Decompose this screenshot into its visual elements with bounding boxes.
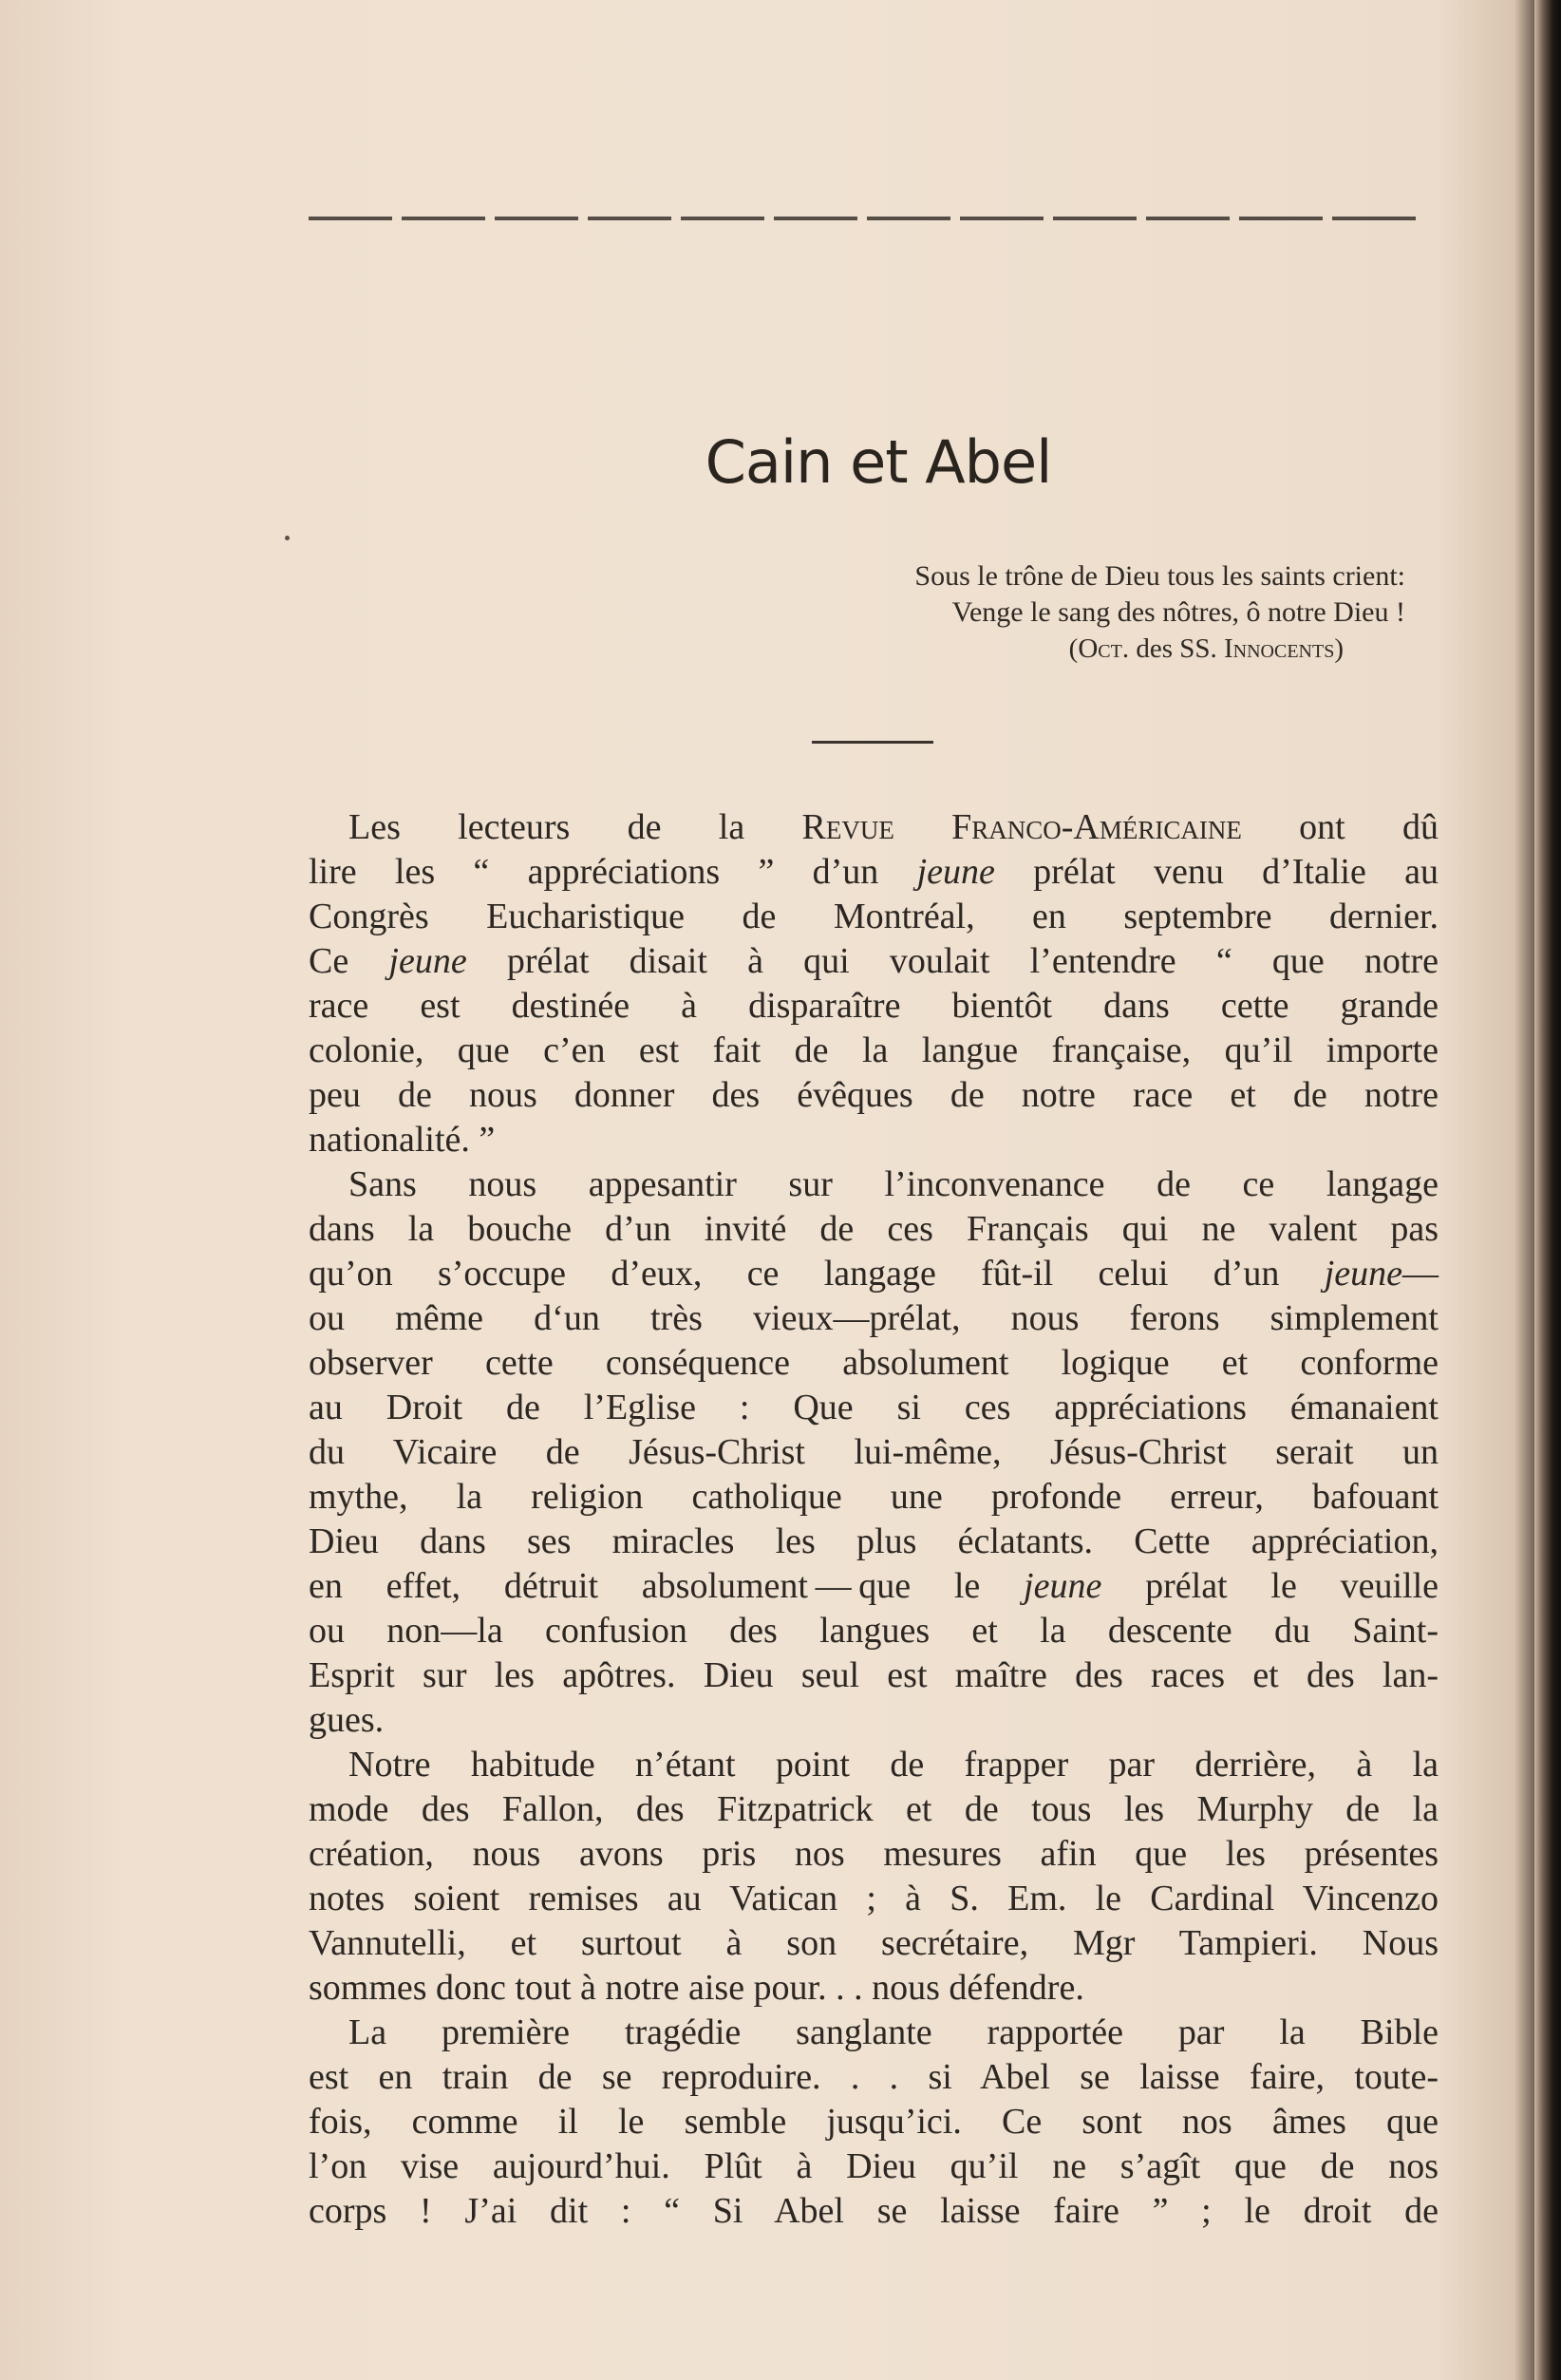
text-line xyxy=(309,1877,1439,1921)
text-line xyxy=(309,1653,1439,1698)
text-run: colonie, que c’en est fait de la langue française, qu’il importe xyxy=(309,1030,1439,1070)
small-caps-text: Revue Franco-Américaine xyxy=(801,807,1242,847)
text-run: mythe, la religion catholique une profonde erreur, bafouant xyxy=(309,1477,1439,1517)
text-run: peu de nous donner des évêques de notre race et de notre xyxy=(309,1075,1439,1115)
section-divider xyxy=(812,741,933,744)
text-line xyxy=(309,1743,1439,1787)
text-run: Vannutelli, et surtout à son secrétaire, Mgr Tampieri. Nous xyxy=(309,1923,1439,1963)
text-run: ont dû xyxy=(1241,807,1439,847)
header-dashed-rule xyxy=(309,217,1421,220)
text-run: nationalité. ” xyxy=(309,1120,496,1160)
epigraph-source-oct: Oct. xyxy=(1078,633,1130,664)
text-run: — xyxy=(1402,1254,1439,1294)
text-run: au Droit de l’Eglise : Que si ces appréciations émanaient xyxy=(309,1388,1439,1427)
text-line xyxy=(309,1520,1439,1564)
text-run: création, nous avons pris nos mesures afin que les présentes xyxy=(309,1834,1439,1874)
text-line xyxy=(309,1921,1439,1966)
text-line xyxy=(309,1029,1439,1073)
text-line xyxy=(309,2100,1439,2144)
text-run: race est destinée à disparaître bientôt dans cette grande xyxy=(309,986,1439,1026)
text-run: prélat disait à qui voulait l’entendre “ que notre xyxy=(466,941,1439,981)
text-run: en effet, détruit absolument — que le xyxy=(309,1566,1025,1606)
text-run: corps ! J’ai dit : “ Si Abel se laisse faire ” ; le droit de xyxy=(309,2191,1439,2231)
text-line xyxy=(309,1966,1439,2011)
epigraph-source xyxy=(665,631,1405,667)
text-line xyxy=(309,1386,1439,1430)
text-line xyxy=(309,895,1439,939)
text-line xyxy=(309,1564,1439,1609)
epigraph-line-1: Sous le trône de Dieu tous les saints crient: xyxy=(914,560,1405,592)
text-run: fois, comme il le semble jusqu’ici. Ce sont nos âmes que xyxy=(309,2102,1439,2142)
italic-word: jeune xyxy=(1024,1566,1102,1606)
epigraph-line-2: Venge le sang des nôtres, ô notre Dieu ! xyxy=(951,596,1405,628)
text-line xyxy=(309,1296,1439,1341)
text-run: ou même d‘un très vieux—prélat, nous ferons simplement xyxy=(309,1298,1439,1338)
epigraph-source-open: ( xyxy=(1068,633,1079,664)
text-run: sommes donc tout à notre aise pour. . . nous défendre. xyxy=(309,1968,1084,2008)
text-run: prélat le veuille xyxy=(1101,1566,1439,1606)
epigraph xyxy=(665,558,1405,667)
text-run: est en train de se reproduire. . . si Abel se laisse faire, toute- xyxy=(309,2057,1439,2097)
epigraph-source-innocents: Innocents xyxy=(1224,633,1335,664)
ink-speck xyxy=(285,536,290,540)
text-run: qu’on s’occupe d’eux, ce langage fût-il celui d’un xyxy=(309,1254,1325,1294)
text-run: Dieu dans ses miracles les plus éclatants. Cette appréciation, xyxy=(309,1521,1439,1561)
italic-word: jeune xyxy=(1324,1254,1402,1294)
paragraph-3 xyxy=(309,1743,1439,2011)
text-line xyxy=(309,1787,1439,1832)
text-line xyxy=(309,1118,1439,1162)
article-body xyxy=(309,805,1439,2234)
text-line xyxy=(309,1832,1439,1877)
text-line xyxy=(309,1207,1439,1252)
text-line xyxy=(309,805,1439,850)
text-run: mode des Fallon, des Fitzpatrick et de tous les Murphy de la xyxy=(309,1789,1439,1829)
text-line xyxy=(309,1698,1439,1743)
text-line xyxy=(309,2055,1439,2100)
text-run: notes soient remises au Vatican ; à S. Em. le Cardinal Vincenzo xyxy=(309,1879,1439,1918)
italic-word: jeune xyxy=(388,941,467,981)
text-line xyxy=(309,1162,1439,1207)
text-run: dans la bouche d’un invité de ces Français qui ne valent pas xyxy=(309,1209,1439,1249)
text-line xyxy=(309,939,1439,984)
text-run: La première tragédie sanglante rapportée par la Bible xyxy=(348,2012,1439,2052)
text-run: Sans nous appesantir sur l’inconvenance de ce langage xyxy=(348,1164,1439,1204)
text-line xyxy=(309,1073,1439,1118)
text-line xyxy=(309,1609,1439,1653)
paragraph-1 xyxy=(309,805,1439,1162)
text-run: du Vicaire de Jésus-Christ lui-même, Jésus-Christ serait un xyxy=(309,1432,1439,1472)
article-title: Cain et Abel xyxy=(705,427,1052,497)
text-run: ou non—la confusion des langues et la descente du Saint- xyxy=(309,1611,1439,1651)
text-line xyxy=(309,2144,1439,2189)
italic-word: jeune xyxy=(916,852,995,892)
text-line xyxy=(309,1252,1439,1296)
page-edge-shadow xyxy=(1534,0,1561,2380)
text-line xyxy=(309,984,1439,1029)
text-run: Notre habitude n’étant point de frapper par derrière, à la xyxy=(348,1745,1439,1785)
text-line xyxy=(309,2189,1439,2234)
epigraph-source-mid: des SS. xyxy=(1129,633,1224,664)
text-line xyxy=(309,2011,1439,2055)
text-line xyxy=(309,1430,1439,1475)
epigraph-source-close: ) xyxy=(1334,633,1344,664)
text-run: l’on vise aujourd’hui. Plût à Dieu qu’il ne s’agît que de nos xyxy=(309,2146,1439,2186)
text-run: lire les “ appréciations ” d’un xyxy=(309,852,917,892)
text-line xyxy=(309,850,1439,895)
text-line xyxy=(309,1341,1439,1386)
text-run: gues. xyxy=(309,1700,385,1740)
text-run: Les lecteurs de la xyxy=(348,807,802,847)
text-run: prélat venu d’Italie au xyxy=(994,852,1439,892)
text-run: Ce xyxy=(309,941,389,981)
text-run: observer cette conséquence absolument logique et conforme xyxy=(309,1343,1439,1383)
text-run: Congrès Eucharistique de Montréal, en septembre dernier. xyxy=(309,897,1439,936)
paragraph-2 xyxy=(309,1162,1439,1743)
text-run: Esprit sur les apôtres. Dieu seul est maître des races et des lan- xyxy=(309,1655,1439,1695)
paragraph-4 xyxy=(309,2011,1439,2234)
text-line xyxy=(309,1475,1439,1520)
